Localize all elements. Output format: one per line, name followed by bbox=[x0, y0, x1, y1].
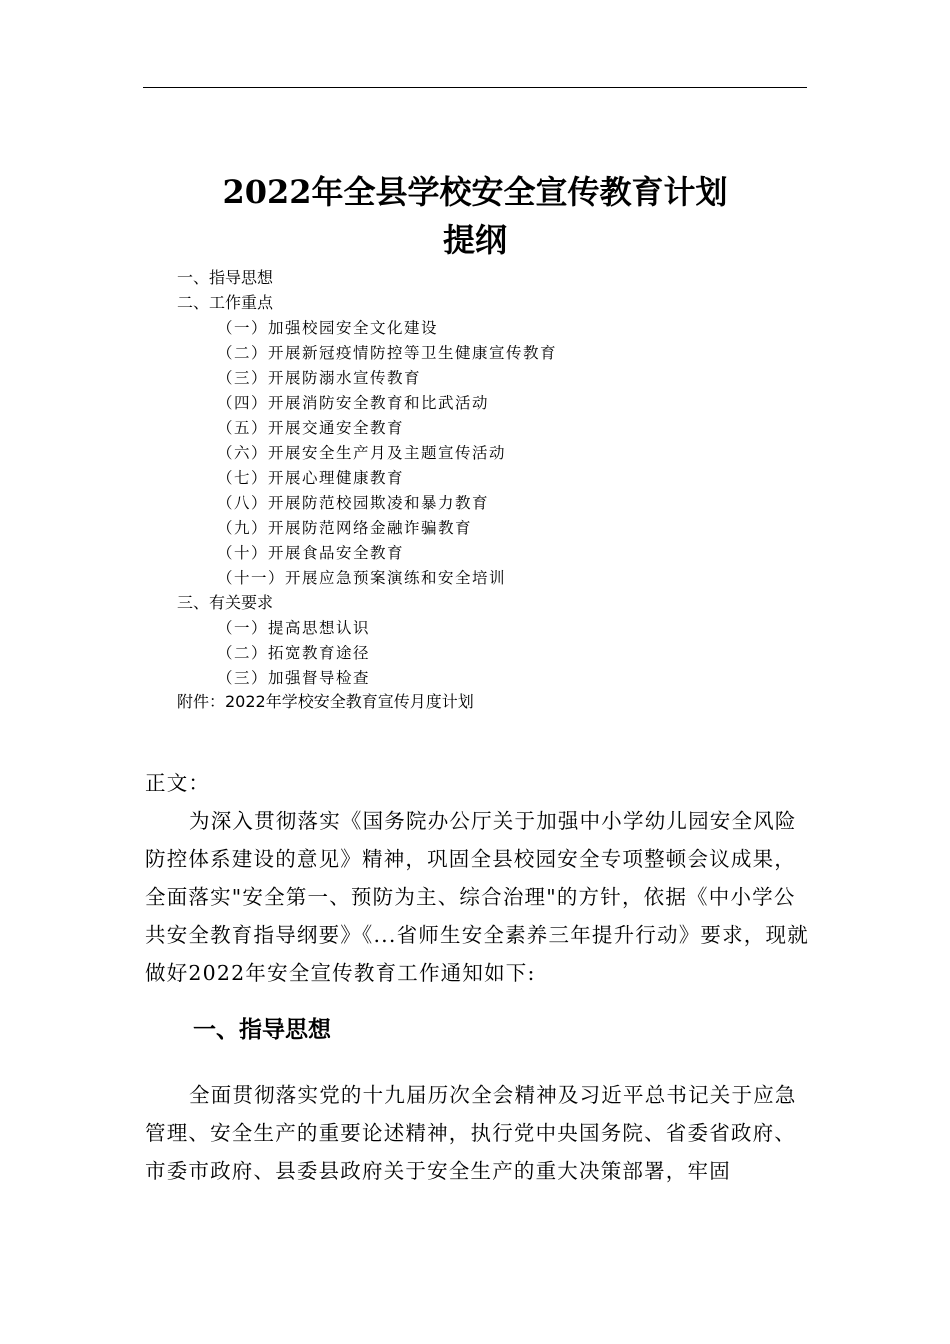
section-heading: 一、指导思想 bbox=[193, 1017, 331, 1043]
outline-subitem: （三）开展防溺水宣传教育 bbox=[217, 369, 422, 387]
outline-subitem: （二）开展新冠疫情防控等卫生健康宣传教育 bbox=[217, 344, 558, 362]
body-label: 正文： bbox=[145, 771, 211, 795]
outline-subitem: （八）开展防范校园欺凌和暴力教育 bbox=[217, 494, 490, 512]
header-rule bbox=[143, 87, 807, 88]
outline-item: 三、有关要求 bbox=[177, 593, 274, 612]
outline-subitem: （九）开展防范网络金融诈骗教育 bbox=[217, 519, 473, 537]
attachment-line: 附件：2022年学校安全教育宣传月度计划 bbox=[177, 692, 474, 711]
outline-subitem: （一）提高思想认识 bbox=[217, 619, 371, 637]
outline-item: 一、指导思想 bbox=[177, 268, 274, 287]
outline-subitem: （七）开展心理健康教育 bbox=[217, 469, 405, 487]
document-title: 2022年全县学校安全宣传教育计划 bbox=[222, 173, 728, 211]
outline-subitem: （六）开展安全生产月及主题宣传活动 bbox=[217, 444, 507, 462]
outline-subitem: （二）拓宽教育途径 bbox=[217, 644, 371, 662]
outline-subitem: （五）开展交通安全教育 bbox=[217, 419, 405, 437]
outline-subitem: （十一）开展应急预案演练和安全培训 bbox=[217, 569, 507, 587]
outline-subitem: （一）加强校园安全文化建设 bbox=[217, 319, 439, 337]
outline-subitem: （十）开展食品安全教育 bbox=[217, 544, 405, 562]
outline-subitem: （四）开展消防安全教育和比武活动 bbox=[217, 394, 490, 412]
intro-paragraph: 为深入贯彻落实《国务院办公厅关于加强中小学幼儿园安全风险防控体系建设的意见》精神，巩固全县校园安全专项整顿会议成果，全面落实"安全第一、预防为主、综合治理"的方针，依据《中小学公共安全教育指导纲要》《...省师生安全素养三年提升行动》要求，现就做好2022年安全宣传教育工作通知如下: bbox=[145, 809, 809, 985]
section-paragraph: 全面贯彻落实党的十九届历次全会精神及习近平总书记关于应急管理、安全生产的重要论述精神，执行党中央国务院、省委省政府、市委市政府、县委县政府关于安全生产的重大决策部署，牢固 bbox=[145, 1083, 797, 1183]
outline-item: 二、工作重点 bbox=[177, 293, 274, 312]
outline-subitem: （三）加强督导检查 bbox=[217, 669, 371, 687]
document-subtitle: 提纲 bbox=[442, 221, 507, 259]
